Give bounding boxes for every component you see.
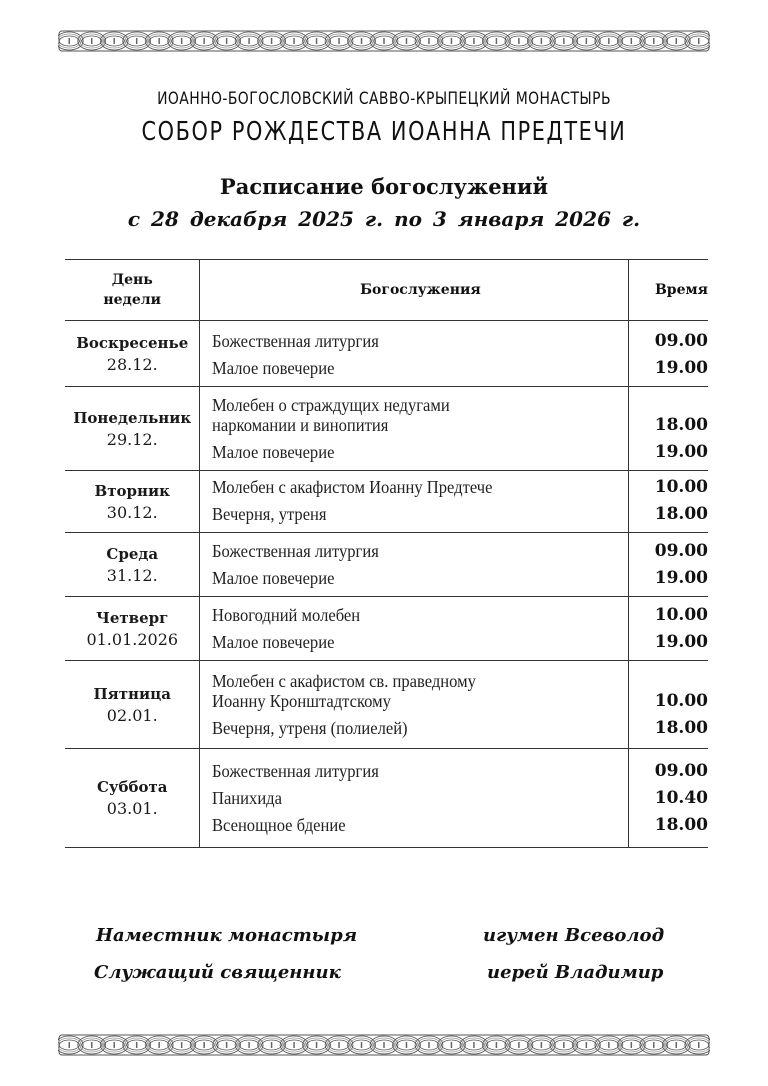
time-item (629, 395, 708, 435)
table-row (65, 749, 708, 848)
service-name: Малое повечерие (212, 632, 335, 652)
service-time: 09.00 (654, 761, 708, 781)
monastery-name: ИОАННО-БОГОСЛОВСКИЙ САВВО-КРЫПЕЦКИЙ МОНАСТЫРЬ (157, 89, 611, 109)
service-item (212, 605, 628, 625)
times-cell (629, 749, 708, 848)
time-item (629, 761, 708, 781)
service-time: 19.00 (654, 632, 708, 652)
service-item (212, 788, 628, 808)
time-item (629, 568, 708, 588)
times-cell (629, 597, 708, 661)
celtic-knot-icon (58, 1034, 710, 1056)
day-cell (65, 533, 200, 597)
table-row (65, 471, 708, 533)
service-name: Новогодний молебен (212, 605, 361, 625)
header-day-line1: День (111, 272, 153, 288)
time-item (629, 671, 708, 711)
service-item (212, 718, 628, 738)
time-item (629, 605, 708, 625)
service-time: 09.00 (654, 331, 708, 351)
day-date: 28.12. (106, 354, 158, 374)
times-cell (629, 533, 708, 597)
service-name: Божественная литургия (212, 541, 380, 561)
services-cell (200, 533, 629, 597)
signature-name-abbot: игумен Всеволод (483, 925, 665, 946)
page-title: Расписание богослужений (219, 174, 549, 199)
service-item (212, 671, 628, 711)
service-time: 19.00 (654, 358, 708, 378)
service-time: 18.00 (654, 504, 708, 524)
service-time: 18.00 (654, 718, 708, 738)
time-item (629, 632, 708, 652)
times-cell (629, 661, 708, 749)
service-item (212, 815, 628, 835)
service-time: 18.00 (654, 815, 708, 835)
service-name: наркомании и винопития (212, 415, 389, 435)
time-item (629, 358, 708, 378)
table-row (65, 321, 708, 387)
table-row (65, 533, 708, 597)
header-day (65, 260, 200, 321)
service-item (212, 568, 628, 588)
table-row (65, 387, 708, 471)
table-header-row (65, 260, 708, 321)
table-row (65, 661, 708, 749)
time-item (629, 504, 708, 524)
day-name: Суббота (96, 778, 168, 796)
service-item (212, 504, 628, 524)
time-item (629, 718, 708, 738)
ornament-border-bottom (58, 1034, 710, 1056)
service-name: Божественная литургия (212, 331, 380, 351)
day-date: 29.12. (106, 429, 158, 449)
services-cell (200, 597, 629, 661)
time-item (629, 477, 708, 497)
service-name: Молебен о страждущих недугами (212, 395, 451, 415)
day-date: 02.01. (106, 705, 158, 725)
service-name: Малое повечерие (212, 568, 335, 588)
day-cell (65, 387, 200, 471)
services-cell (200, 321, 629, 387)
times-cell (629, 321, 708, 387)
time-item (629, 442, 708, 462)
header-day-line2: недели (103, 292, 162, 308)
service-item (212, 358, 628, 378)
service-name: Божественная литургия (212, 761, 380, 781)
service-name: Панихида (212, 788, 283, 808)
schedule-table (65, 259, 708, 848)
day-date: 30.12. (106, 502, 158, 522)
service-name: Иоанну Кронштадтскому (212, 691, 392, 711)
service-item (212, 395, 628, 435)
day-cell (65, 471, 200, 533)
table-row (65, 597, 708, 661)
service-name: Молебен с акафистом Иоанну Предтече (212, 477, 493, 497)
header-time: Время (654, 282, 708, 298)
day-name: Понедельник (73, 408, 192, 427)
day-name: Четверг (96, 608, 169, 627)
day-name: Вторник (94, 481, 170, 500)
service-time: 09.00 (654, 541, 708, 561)
services-cell (200, 661, 629, 749)
times-cell (629, 387, 708, 471)
header-services: Богослужения (200, 260, 629, 321)
day-cell (65, 749, 200, 848)
services-cell (200, 471, 629, 533)
service-name: Всенощное бдение (212, 815, 347, 835)
day-date: 03.01. (106, 799, 158, 818)
time-item (629, 541, 708, 561)
service-time: 10.00 (654, 691, 708, 711)
service-time: 10.00 (654, 477, 708, 497)
day-cell (65, 597, 200, 661)
service-name: Вечерня, утреня (полиелей) (212, 718, 409, 738)
day-name: Пятница (93, 684, 171, 703)
signature-role-abbot: Наместник монастыря (96, 925, 358, 946)
service-item (212, 541, 628, 561)
service-name: Малое повечерие (212, 358, 335, 378)
service-item (212, 477, 628, 497)
celtic-knot-icon (58, 30, 710, 52)
time-item (629, 788, 708, 808)
service-time: 10.00 (654, 605, 708, 625)
day-name: Среда (106, 544, 159, 563)
ornament-border-top (58, 30, 710, 52)
service-time: 19.00 (654, 568, 708, 588)
services-cell (200, 387, 629, 471)
day-cell (65, 321, 200, 387)
service-name: Малое повечерие (212, 442, 335, 462)
service-item (212, 632, 628, 652)
service-name: Молебен с акафистом св. праведному (212, 671, 477, 691)
date-range: с 28 декабря 2025 г. по 3 января 2026 г. (127, 207, 641, 231)
service-time: 18.00 (654, 415, 708, 435)
day-date: 01.01.2026 (86, 629, 179, 649)
service-time: 19.00 (654, 442, 708, 462)
service-item (212, 761, 628, 781)
time-item (629, 815, 708, 835)
service-name: Вечерня, утреня (212, 504, 328, 524)
services-cell (200, 749, 629, 848)
day-cell (65, 661, 200, 749)
day-name: Воскресенье (76, 333, 189, 352)
times-cell (629, 471, 708, 533)
service-item (212, 442, 628, 462)
service-item (212, 331, 628, 351)
signature-name-priest: иерей Владимир (487, 962, 664, 983)
cathedral-name: СОБОР РОЖДЕСТВА ИОАННА ПРЕДТЕЧИ (141, 117, 627, 147)
service-time: 10.40 (654, 788, 708, 808)
signature-role-priest: Служащий священник (94, 962, 341, 983)
day-date: 31.12. (106, 565, 158, 585)
time-item (629, 331, 708, 351)
